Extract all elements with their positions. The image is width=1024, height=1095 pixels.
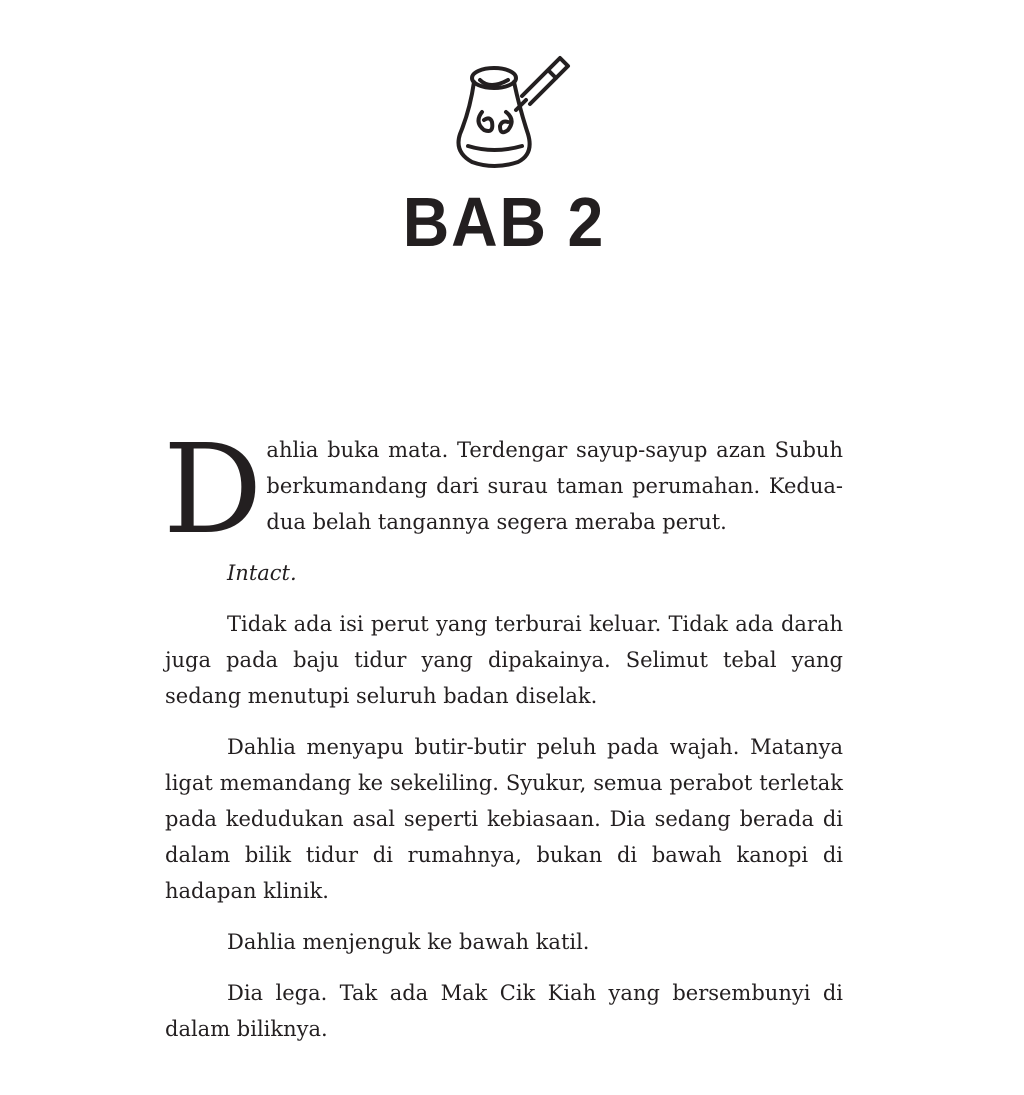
paragraph: Intact. [227, 561, 297, 585]
cezve-coffee-pot-icon [450, 50, 574, 172]
chapter-body [163, 418, 843, 1062]
drop-cap: D [163, 418, 263, 562]
paragraph: Dahlia menjenguk ke bawah katil. [227, 930, 590, 954]
paragraph: Dahlia menyapu butir-butir peluh pada wajah. Matanya ligat memandang ke sekeliling. Syukur, semua perabot terletak pada kedudukan asal seperti kebiasaan. Dia sedang berada di dalam bilik tidur di rumahnya, bukan di bawah kanopi di hadapan klinik. [165, 735, 843, 903]
first-paragraph [163, 418, 843, 562]
chapter-title: BAB 2 [402, 183, 606, 261]
paragraph: Tidak ada isi perut yang terburai keluar. Tidak ada darah juga pada baju tidur yang dipakainya. Selimut tebal yang sedang menutupi seluruh badan diselak. [165, 612, 843, 708]
first-paragraph-text: ahlia buka mata. Terdengar sayup-sayup azan Subuh berkumandang dari surau taman perumahan. Kedua-dua belah tangannya segera meraba perut. [266, 438, 843, 534]
paragraph: Dia lega. Tak ada Mak Cik Kiah yang bersembunyi di dalam biliknya. [165, 981, 843, 1041]
